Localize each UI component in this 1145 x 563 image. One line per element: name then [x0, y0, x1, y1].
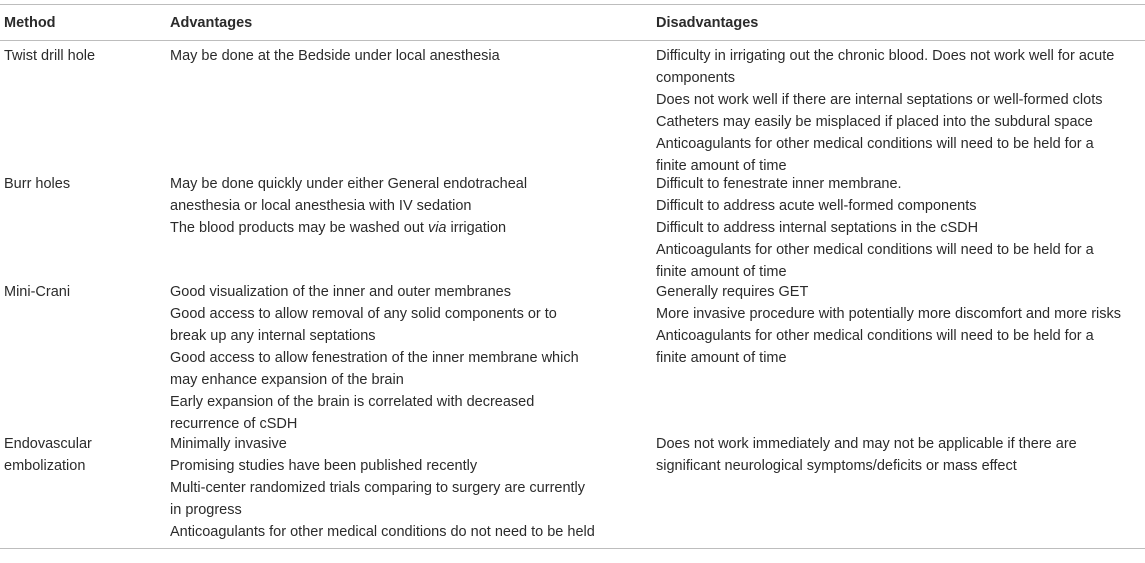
table-row	[0, 277, 1145, 432]
advantage-line: Good access to allow removal of any solid components or to	[170, 306, 557, 322]
disadvantage-line: finite amount of time	[656, 158, 787, 174]
method-text: embolization	[4, 458, 86, 474]
disadvantage-line: Anticoagulants for other medical conditions will need to be held for a	[656, 328, 1094, 344]
advantage-line: Multi-center randomized trials comparing to surgery are currently	[170, 480, 586, 496]
method-text: Burr holes	[4, 176, 71, 192]
disadvantage-line: components	[656, 70, 735, 86]
advantage-line: break up any internal septations	[170, 328, 376, 344]
advantage-line: anesthesia or local anesthesia with IV sedation	[170, 198, 472, 214]
advantage-line: may enhance expansion of the brain	[170, 372, 404, 388]
disadvantage-line: More invasive procedure with potentially more discomfort and more risks	[656, 306, 1121, 322]
disadvantage-line: Catheters may easily be misplaced if placed into the subdural space	[656, 114, 1093, 130]
method-text: Endovascular	[4, 436, 92, 452]
disadvantage-line: Does not work immediately and may not be applicable if there are	[656, 436, 1077, 452]
disadvantage-line: Anticoagulants for other medical conditions will need to be held for a	[656, 242, 1094, 258]
method-cell	[0, 281, 166, 429]
disadvantage-line: Generally requires GET	[656, 284, 809, 300]
disadvantage-line: Difficulty in irrigating out the chronic blood. Does not work well for acute	[656, 48, 1115, 64]
method-text: Twist drill hole	[4, 48, 96, 64]
disadvantage-line: Anticoagulants for other medical conditions will need to be held for a	[656, 136, 1094, 152]
disadvantage-line: finite amount of time	[656, 350, 787, 366]
advantage-line: recurrence of cSDH	[170, 416, 298, 432]
disadvantage-line: significant neurological symptoms/deficits or mass effect	[656, 458, 1017, 474]
method-cell	[0, 173, 166, 277]
table-row	[0, 169, 1145, 280]
advantages-cell	[166, 433, 652, 548]
advantage-line: Promising studies have been published recently	[170, 458, 478, 474]
disadvantages-cell	[652, 433, 1145, 548]
disadvantage-line: Difficult to fenestrate inner membrane.	[656, 176, 902, 192]
advantages-cell	[166, 45, 652, 169]
advantage-line: Good visualization of the inner and outer membranes	[170, 284, 511, 300]
advantage-line: May be done at the Bedside under local anesthesia	[170, 48, 500, 64]
advantage-line	[170, 217, 652, 239]
advantage-italic-text: via	[427, 220, 447, 236]
advantage-text: irrigation	[446, 220, 507, 236]
method-cell	[0, 45, 166, 169]
advantage-text: The blood products may be washed out	[170, 220, 428, 236]
disadvantage-line: Difficult to address internal septations in the cSDH	[656, 220, 979, 236]
header-method: Method	[4, 14, 56, 31]
disadvantages-cell	[652, 173, 1145, 280]
comparison-table	[0, 4, 1145, 549]
advantage-line: in progress	[170, 502, 242, 518]
header-advantages: Advantages	[170, 14, 253, 31]
disadvantages-cell	[652, 281, 1145, 429]
method-cell	[0, 433, 166, 548]
disadvantage-line: Difficult to address acute well-formed components	[656, 198, 977, 214]
disadvantages-cell	[652, 45, 1145, 174]
disadvantage-line: finite amount of time	[656, 264, 787, 280]
advantages-cell	[166, 281, 652, 432]
header-disadvantages: Disadvantages	[656, 14, 759, 31]
advantage-line: Minimally invasive	[170, 436, 287, 452]
table-row	[0, 41, 1145, 174]
table-row	[0, 429, 1145, 549]
advantage-line: Anticoagulants for other medical conditions do not need to be held	[170, 524, 595, 540]
table-header-row	[0, 4, 1145, 41]
advantage-line: May be done quickly under either General endotracheal	[170, 176, 528, 192]
advantages-cell	[166, 173, 652, 277]
disadvantage-line: Does not work well if there are internal septations or well-formed clots	[656, 92, 1103, 108]
method-text: Mini-Crani	[4, 284, 71, 300]
advantage-line: Early expansion of the brain is correlated with decreased	[170, 394, 535, 410]
advantage-line: Good access to allow fenestration of the inner membrane which	[170, 350, 579, 366]
